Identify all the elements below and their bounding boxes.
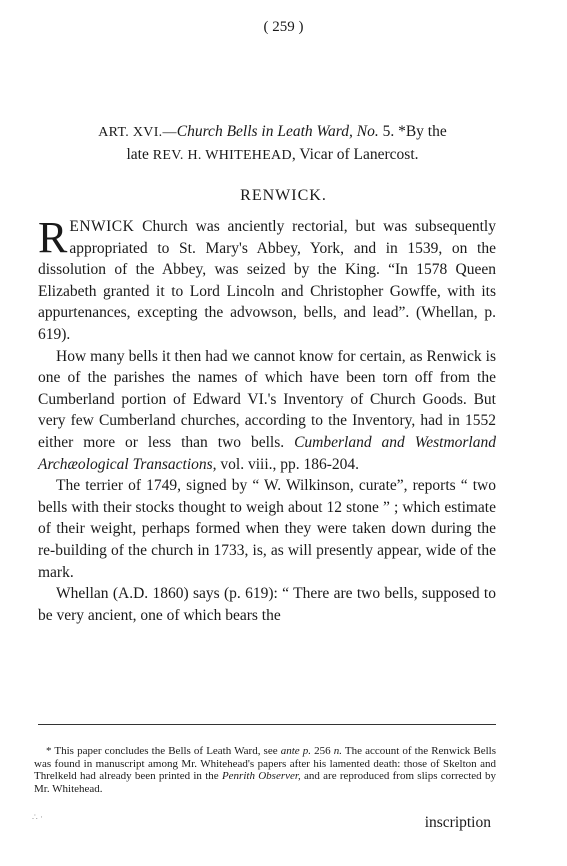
footnote [34,745,496,795]
paragraph-2-text: How many bells it then had we cannot know for certain, as Renwick is one of the parishes the names of which have been torn off from the Cumberland portion of Edward VI.'s Inventory of Church Goods. But very few Cumberland churches, according to the Inventory, had in 1552 either more or less than two bells. [38,347,496,451]
drop-cap-rest: ENWICK [69,218,135,235]
byline-lead: *By the [394,123,447,140]
paragraph-4: Whellan (A.D. 1860) says (p. 619): “ There are two bells, supposed to be very ancient, one of which bears the [38,585,496,624]
section-title: RENWICK. [240,187,327,204]
article-prefix: ART. XVI.— [98,125,177,140]
page-number: ( 259 ) [263,19,304,35]
paragraph-2 [38,346,496,476]
article-heading [40,121,505,167]
footnote-part: * This paper concludes the Bells of Leath Ward, see [46,745,281,757]
footnote-part: and are reproduced from slips corrected by Mr. Whitehead. [34,770,496,795]
footnote-text [34,745,496,795]
byline-late: late [126,146,153,163]
paragraph-1 [38,213,496,346]
footnote-divider [38,724,496,725]
article-title: Church Bells in Leath Ward, No. [176,123,379,140]
footnote-part: The account of the Renwick Bells was found in manuscript among Mr. Whitehead's papers after his lamented death: those of Skelton and Threlkeld had already been printed in the [34,745,497,782]
body-text [38,213,496,626]
author-name: REV. H. WHITEHEAD [152,148,292,163]
paragraph-1-text: Church was anciently rectorial, but was subsequently appropriated to St. Mary's Abbey, York, and in 1539, on the dissolution of the Abbey, was seized by the King. “In 1578 Queen Elizabeth granted it to Lord Lincoln and Christopher Gowffe, with its appurtenances, excepting the advowson, bells, and lead”. (Whellan, p. 619). [38,218,496,343]
paragraph-2-citation: Cumberland and Westmorland Archæological Transactions, [38,433,496,473]
footnote-italic: Penrith Observer, [221,770,301,782]
footnote-part: 256 [311,745,334,757]
paragraph-3: The terrier of 1749, signed by “ W. Wilkinson, curate”, reports “ two bells with their stocks thought to weigh about 12 stone ” ; which estimate of their weight, perhaps formed when they were taken down during the re-building of the church in 1733, is, as will presently appear, wide of the mark. [38,477,496,581]
paragraph-2-tail: vol. viii., pp. 186-204. [216,455,360,473]
footnote-italic: ante p. [280,745,311,757]
margin-smudge: ∴ · [32,812,43,822]
drop-cap: R [38,213,68,262]
catchword: inscription [424,814,491,831]
article-number: 5. [378,123,395,140]
footnote-italic: n. [333,745,342,757]
author-role: , Vicar of Lanercost. [291,146,419,163]
